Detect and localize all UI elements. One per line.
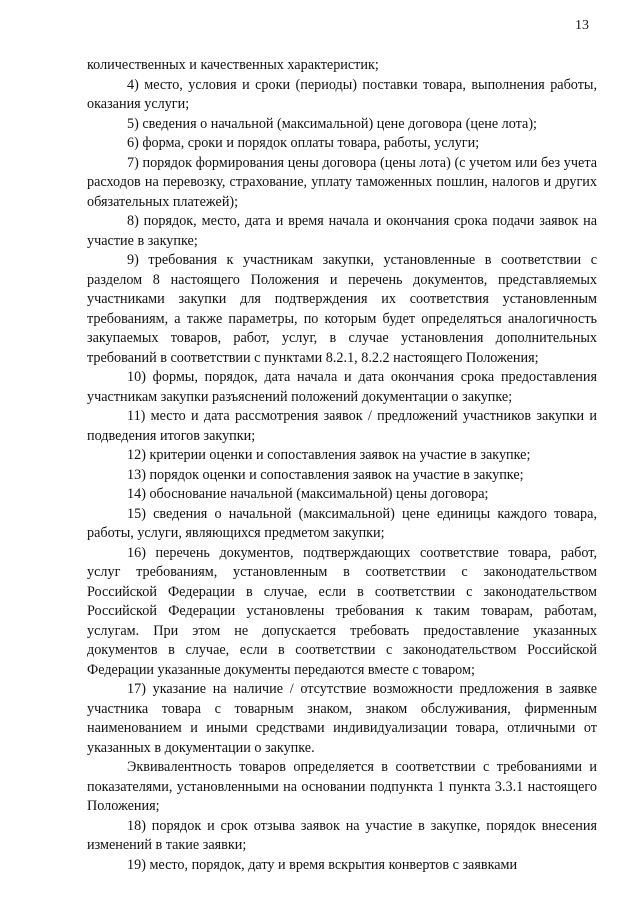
paragraph-item-17: 17) указание на наличие / отсутствие возможности предложения в заявке участника товара с товарным знаком, знаком обслуживания, фирменным наименованием и иными средствами индивидуализации товара, отличными от указанных в документации о закупке. <box>87 681 597 756</box>
paragraph-item-10: 10) формы, порядок, дата начала и дата окончания срока предоставления участникам закупки разъяснений положений документации о закупке; <box>87 369 597 405</box>
paragraph-equivalence: Эквивалентность товаров определяется в соответствии с требованиями и показателями, установленными на основании подпункта 1 пункта 3.3.1 настоящего Положения; <box>87 759 597 814</box>
paragraph-item-14: 14) обоснование начальной (максимальной) цены договора; <box>127 486 489 502</box>
paragraph-item-12: 12) критерии оценки и сопоставления заявок на участие в закупке; <box>127 447 531 463</box>
paragraph-item-15: 15) сведения о начальной (максимальной) цене единицы каждого товара, работы, услуги, являющихся предметом закупки; <box>87 505 597 541</box>
paragraph-item-19: 19) место, порядок, дату и время вскрытия конвертов с заявками <box>127 856 518 873</box>
paragraph-item-6: 6) форма, сроки и порядок оплаты товара, работы, услуги; <box>127 135 480 151</box>
paragraph-item-4: 4) место, условия и сроки (периоды) поставки товара, выполнения работы, оказания услуги; <box>87 76 597 112</box>
paragraph-item-9: 9) требования к участникам закупки, установленные в соответствии с разделом 8 настоящего Положения и перечень документов, представляемых участниками закупки для подтверждения их соответствия установленным требованиям, а также параметры, по которым будет определяться аналогичность закупаемых товаров, работ, услуг, в случае установления дополнительных требований в соответствии с пунктами 8.2.1, 8.2.2 настоящего Положения; <box>87 252 597 366</box>
paragraph-item-8: 8) порядок, место, дата и время начала и окончания срока подачи заявок на участие в закупке; <box>87 213 597 249</box>
page-number: 13 <box>575 18 589 33</box>
paragraph-item-16: 16) перечень документов, подтверждающих соответствие товара, работ, услуг требованиям, установленным в соответствии с законодательством Российской Федерации в случае, если в соответствии с законодательством Российской Федерации установлены требования к таким товарам, работам, услугам. При этом не допускается требовать предоставление указанных документов в случае, если в соответствии с законодательством Российской Федерации указанные документы передаются вместе с товаром; <box>87 544 597 678</box>
paragraph-continuation: количественных и качественных характеристик; <box>87 57 379 73</box>
paragraph-item-11: 11) место и дата рассмотрения заявок / предложений участников закупки и подведения итогов закупки; <box>87 408 597 444</box>
paragraph-item-18: 18) порядок и срок отзыва заявок на участие в закупке, порядок внесения изменений в такие заявки; <box>87 817 597 853</box>
paragraph-item-5: 5) сведения о начальной (максимальной) цене договора (цене лота); <box>127 115 537 132</box>
paragraph-item-13: 13) порядок оценки и сопоставления заявок на участие в закупке; <box>127 466 524 483</box>
document-body <box>87 56 597 875</box>
paragraph-item-7: 7) порядок формирования цены договора (цены лота) (с учетом или без учета расходов на перевозку, страхование, уплату таможенных пошлин, налогов и других обязательных платежей); <box>87 154 597 210</box>
